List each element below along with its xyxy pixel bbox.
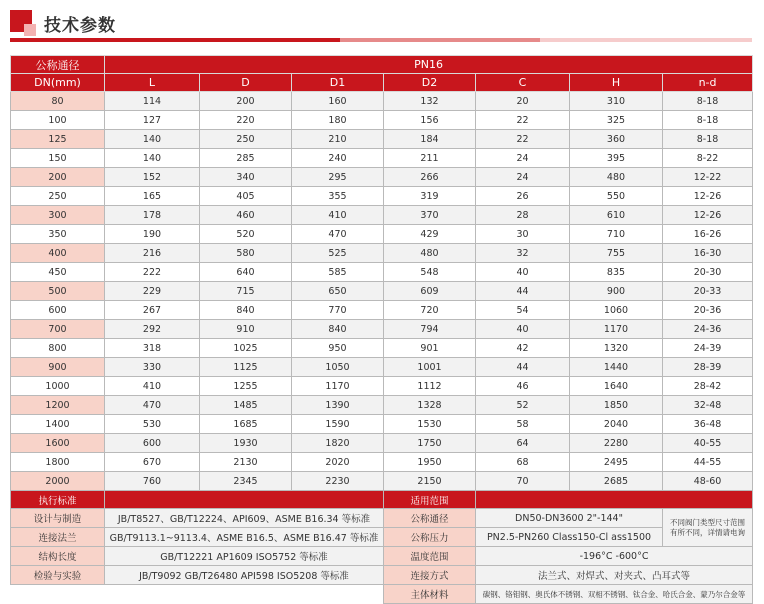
value-cell: 2020 bbox=[292, 453, 384, 472]
value-cell: 250 bbox=[200, 130, 292, 149]
value-cell: 12-26 bbox=[663, 187, 753, 206]
table-row bbox=[11, 130, 753, 149]
value-cell: 410 bbox=[292, 206, 384, 225]
value-cell: 360 bbox=[570, 130, 663, 149]
value-cell: 16-26 bbox=[663, 225, 753, 244]
spec-row bbox=[11, 528, 753, 547]
value-cell: 1750 bbox=[384, 434, 476, 453]
value-cell: 58 bbox=[476, 415, 570, 434]
scope-value: -196°C -600°C bbox=[476, 547, 753, 566]
value-cell: 285 bbox=[200, 149, 292, 168]
value-cell: 1685 bbox=[200, 415, 292, 434]
value-cell: 165 bbox=[105, 187, 200, 206]
page-title: 技术参数 bbox=[44, 16, 116, 36]
value-cell: 266 bbox=[384, 168, 476, 187]
value-cell: 8-18 bbox=[663, 111, 753, 130]
value-cell: 156 bbox=[384, 111, 476, 130]
spec-row bbox=[11, 566, 753, 585]
value-cell: 28 bbox=[476, 206, 570, 225]
value-cell: 325 bbox=[570, 111, 663, 130]
spec-value: JB/T9092 GB/T26480 API598 ISO5208 等标准 bbox=[105, 566, 384, 585]
value-cell: 310 bbox=[570, 92, 663, 111]
value-cell: 340 bbox=[200, 168, 292, 187]
value-cell: 267 bbox=[105, 301, 200, 320]
header-divider-mid bbox=[340, 38, 540, 42]
dn-cell: 800 bbox=[11, 339, 105, 358]
table-row bbox=[11, 168, 753, 187]
scope-label: 温度范围 bbox=[384, 547, 476, 566]
value-cell: 40 bbox=[476, 263, 570, 282]
scope-label: 公称通径 bbox=[384, 509, 476, 528]
value-cell: 1640 bbox=[570, 377, 663, 396]
value-cell: 715 bbox=[200, 282, 292, 301]
value-cell: 222 bbox=[105, 263, 200, 282]
value-cell: 2685 bbox=[570, 472, 663, 491]
table-row bbox=[11, 244, 753, 263]
table-row bbox=[11, 92, 753, 111]
table-subheader-row bbox=[11, 74, 753, 92]
table-row bbox=[11, 263, 753, 282]
value-cell: 910 bbox=[200, 320, 292, 339]
value-cell: 1255 bbox=[200, 377, 292, 396]
table-row bbox=[11, 358, 753, 377]
col-header: D bbox=[200, 74, 292, 92]
value-cell: 36-48 bbox=[663, 415, 753, 434]
table-row bbox=[11, 225, 753, 244]
value-cell: 900 bbox=[570, 282, 663, 301]
value-cell: 460 bbox=[200, 206, 292, 225]
col-header: H bbox=[570, 74, 663, 92]
dn-cell: 400 bbox=[11, 244, 105, 263]
dn-cell: 350 bbox=[11, 225, 105, 244]
value-cell: 32-48 bbox=[663, 396, 753, 415]
value-cell: 1001 bbox=[384, 358, 476, 377]
value-cell: 12-26 bbox=[663, 206, 753, 225]
table-row bbox=[11, 339, 753, 358]
value-cell: 525 bbox=[292, 244, 384, 263]
table-row bbox=[11, 434, 753, 453]
value-cell: 1125 bbox=[200, 358, 292, 377]
value-cell: 720 bbox=[384, 301, 476, 320]
dn-cell: 1600 bbox=[11, 434, 105, 453]
header-divider-light bbox=[540, 38, 752, 42]
value-cell: 2130 bbox=[200, 453, 292, 472]
value-cell: 2230 bbox=[292, 472, 384, 491]
spec-empty bbox=[11, 585, 384, 604]
table-row bbox=[11, 206, 753, 225]
value-cell: 710 bbox=[570, 225, 663, 244]
value-cell: 410 bbox=[105, 377, 200, 396]
value-cell: 20 bbox=[476, 92, 570, 111]
dn-cell: 450 bbox=[11, 263, 105, 282]
value-cell: 28-42 bbox=[663, 377, 753, 396]
spec-label: 检验与实验 bbox=[11, 566, 105, 585]
value-cell: 2040 bbox=[570, 415, 663, 434]
value-cell: 395 bbox=[570, 149, 663, 168]
value-cell: 40 bbox=[476, 320, 570, 339]
spec-table bbox=[10, 55, 753, 604]
value-cell: 330 bbox=[105, 358, 200, 377]
spec-row bbox=[11, 585, 753, 604]
value-cell: 794 bbox=[384, 320, 476, 339]
value-cell: 8-18 bbox=[663, 92, 753, 111]
value-cell: 640 bbox=[200, 263, 292, 282]
dn-cell: 100 bbox=[11, 111, 105, 130]
dn-cell: 600 bbox=[11, 301, 105, 320]
value-cell: 20-36 bbox=[663, 301, 753, 320]
value-cell: 180 bbox=[292, 111, 384, 130]
value-cell: 160 bbox=[292, 92, 384, 111]
value-cell: 650 bbox=[292, 282, 384, 301]
value-cell: 319 bbox=[384, 187, 476, 206]
spec-header-row bbox=[11, 491, 753, 509]
value-cell: 178 bbox=[105, 206, 200, 225]
value-cell: 216 bbox=[105, 244, 200, 263]
value-cell: 1850 bbox=[570, 396, 663, 415]
value-cell: 40-55 bbox=[663, 434, 753, 453]
value-cell: 64 bbox=[476, 434, 570, 453]
value-cell: 610 bbox=[570, 206, 663, 225]
table-row bbox=[11, 187, 753, 206]
value-cell: 585 bbox=[292, 263, 384, 282]
spec-label: 结构长度 bbox=[11, 547, 105, 566]
value-cell: 20-33 bbox=[663, 282, 753, 301]
value-cell: 26 bbox=[476, 187, 570, 206]
dn-cell: 1400 bbox=[11, 415, 105, 434]
value-cell: 530 bbox=[105, 415, 200, 434]
value-cell: 760 bbox=[105, 472, 200, 491]
value-cell: 200 bbox=[200, 92, 292, 111]
value-cell: 295 bbox=[292, 168, 384, 187]
value-cell: 152 bbox=[105, 168, 200, 187]
value-cell: 28-39 bbox=[663, 358, 753, 377]
value-cell: 1050 bbox=[292, 358, 384, 377]
value-cell: 355 bbox=[292, 187, 384, 206]
col-header: D2 bbox=[384, 74, 476, 92]
value-cell: 770 bbox=[292, 301, 384, 320]
value-cell: 1060 bbox=[570, 301, 663, 320]
value-cell: 950 bbox=[292, 339, 384, 358]
value-cell: 1530 bbox=[384, 415, 476, 434]
value-cell: 429 bbox=[384, 225, 476, 244]
scope-value: 碳钢、铬钼钢、奥氏体不锈钢、双相不锈钢、钛合金、哈氏合金、蒙乃尔合金等 bbox=[476, 585, 753, 604]
value-cell: 1440 bbox=[570, 358, 663, 377]
table-row bbox=[11, 453, 753, 472]
dn-cell: 500 bbox=[11, 282, 105, 301]
table-row bbox=[11, 282, 753, 301]
value-cell: 190 bbox=[105, 225, 200, 244]
value-cell: 609 bbox=[384, 282, 476, 301]
value-cell: 240 bbox=[292, 149, 384, 168]
scope-value: PN2.5-PN260 Class150-Cl ass1500 bbox=[476, 528, 663, 547]
value-cell: 42 bbox=[476, 339, 570, 358]
value-cell: 24 bbox=[476, 149, 570, 168]
table-row bbox=[11, 111, 753, 130]
value-cell: 901 bbox=[384, 339, 476, 358]
col-header: L bbox=[105, 74, 200, 92]
scope-label: 主体材料 bbox=[384, 585, 476, 604]
value-cell: 292 bbox=[105, 320, 200, 339]
scope-value: DN50-DN3600 2"-144" bbox=[476, 509, 663, 528]
value-cell: 1328 bbox=[384, 396, 476, 415]
value-cell: 1025 bbox=[200, 339, 292, 358]
col-header: n-d bbox=[663, 74, 753, 92]
value-cell: 8-22 bbox=[663, 149, 753, 168]
value-cell: 184 bbox=[384, 130, 476, 149]
value-cell: 755 bbox=[570, 244, 663, 263]
value-cell: 30 bbox=[476, 225, 570, 244]
value-cell: 46 bbox=[476, 377, 570, 396]
value-cell: 16-30 bbox=[663, 244, 753, 263]
value-cell: 2345 bbox=[200, 472, 292, 491]
scope-header: 适用范围 bbox=[384, 491, 476, 509]
value-cell: 600 bbox=[105, 434, 200, 453]
spec-value: JB/T8527、GB/T12224、API609、ASME B16.34 等标准 bbox=[105, 509, 384, 528]
dn-title: 公称通径 bbox=[11, 56, 105, 74]
col-header: C bbox=[476, 74, 570, 92]
header-divider bbox=[10, 38, 340, 42]
value-cell: 520 bbox=[200, 225, 292, 244]
value-cell: 210 bbox=[292, 130, 384, 149]
spec-value: GB/T9113.1~9113.4、ASME B16.5、ASME B16.47 等标准 bbox=[105, 528, 384, 547]
value-cell: 548 bbox=[384, 263, 476, 282]
value-cell: 140 bbox=[105, 130, 200, 149]
value-cell: 370 bbox=[384, 206, 476, 225]
value-cell: 140 bbox=[105, 149, 200, 168]
value-cell: 670 bbox=[105, 453, 200, 472]
col-header: D1 bbox=[292, 74, 384, 92]
dn-cell: 1800 bbox=[11, 453, 105, 472]
table-row bbox=[11, 149, 753, 168]
value-cell: 22 bbox=[476, 111, 570, 130]
value-cell: 70 bbox=[476, 472, 570, 491]
dn-unit: DN(mm) bbox=[11, 74, 105, 92]
section-marker-icon bbox=[10, 10, 32, 32]
value-cell: 1170 bbox=[292, 377, 384, 396]
value-cell: 835 bbox=[570, 263, 663, 282]
value-cell: 480 bbox=[570, 168, 663, 187]
dn-cell: 1200 bbox=[11, 396, 105, 415]
value-cell: 840 bbox=[200, 301, 292, 320]
value-cell: 1485 bbox=[200, 396, 292, 415]
dn-cell: 900 bbox=[11, 358, 105, 377]
value-cell: 1930 bbox=[200, 434, 292, 453]
value-cell: 2150 bbox=[384, 472, 476, 491]
value-cell: 2280 bbox=[570, 434, 663, 453]
value-cell: 114 bbox=[105, 92, 200, 111]
value-cell: 24-39 bbox=[663, 339, 753, 358]
value-cell: 20-30 bbox=[663, 263, 753, 282]
value-cell: 580 bbox=[200, 244, 292, 263]
spec-label: 连接法兰 bbox=[11, 528, 105, 547]
value-cell: 840 bbox=[292, 320, 384, 339]
value-cell: 211 bbox=[384, 149, 476, 168]
value-cell: 68 bbox=[476, 453, 570, 472]
value-cell: 44 bbox=[476, 282, 570, 301]
spec-value: GB/T12221 AP1609 ISO5752 等标准 bbox=[105, 547, 384, 566]
scope-header-fill bbox=[476, 491, 753, 509]
value-cell: 1950 bbox=[384, 453, 476, 472]
value-cell: 24 bbox=[476, 168, 570, 187]
scope-label: 公称压力 bbox=[384, 528, 476, 547]
spec-label: 设计与制造 bbox=[11, 509, 105, 528]
dn-cell: 80 bbox=[11, 92, 105, 111]
spec-row bbox=[11, 509, 753, 528]
value-cell: 8-18 bbox=[663, 130, 753, 149]
table-row bbox=[11, 320, 753, 339]
value-cell: 1112 bbox=[384, 377, 476, 396]
value-cell: 480 bbox=[384, 244, 476, 263]
value-cell: 44 bbox=[476, 358, 570, 377]
scope-note: 不同阀门类型尺寸范围 有所不同，详情请电询 bbox=[663, 509, 753, 547]
value-cell: 12-22 bbox=[663, 168, 753, 187]
dn-cell: 150 bbox=[11, 149, 105, 168]
value-cell: 48-60 bbox=[663, 472, 753, 491]
dn-cell: 125 bbox=[11, 130, 105, 149]
table-row bbox=[11, 472, 753, 491]
value-cell: 550 bbox=[570, 187, 663, 206]
value-cell: 2495 bbox=[570, 453, 663, 472]
dn-cell: 200 bbox=[11, 168, 105, 187]
value-cell: 32 bbox=[476, 244, 570, 263]
table-row bbox=[11, 377, 753, 396]
value-cell: 1170 bbox=[570, 320, 663, 339]
table-header-row bbox=[11, 56, 753, 74]
dn-cell: 1000 bbox=[11, 377, 105, 396]
value-cell: 229 bbox=[105, 282, 200, 301]
dn-cell: 250 bbox=[11, 187, 105, 206]
dn-cell: 700 bbox=[11, 320, 105, 339]
scope-label: 连接方式 bbox=[384, 566, 476, 585]
table-row bbox=[11, 301, 753, 320]
value-cell: 220 bbox=[200, 111, 292, 130]
standard-header-fill bbox=[105, 491, 384, 509]
value-cell: 470 bbox=[105, 396, 200, 415]
table-row bbox=[11, 415, 753, 434]
value-cell: 24-36 bbox=[663, 320, 753, 339]
value-cell: 132 bbox=[384, 92, 476, 111]
dn-cell: 300 bbox=[11, 206, 105, 225]
value-cell: 405 bbox=[200, 187, 292, 206]
value-cell: 54 bbox=[476, 301, 570, 320]
value-cell: 1820 bbox=[292, 434, 384, 453]
scope-value: 法兰式、对焊式、对夹式、凸耳式等 bbox=[476, 566, 753, 585]
value-cell: 22 bbox=[476, 130, 570, 149]
section-header bbox=[0, 0, 764, 44]
value-cell: 1590 bbox=[292, 415, 384, 434]
standard-header: 执行标准 bbox=[11, 491, 105, 509]
value-cell: 1390 bbox=[292, 396, 384, 415]
value-cell: 44-55 bbox=[663, 453, 753, 472]
value-cell: 127 bbox=[105, 111, 200, 130]
dn-cell: 2000 bbox=[11, 472, 105, 491]
value-cell: 318 bbox=[105, 339, 200, 358]
value-cell: 52 bbox=[476, 396, 570, 415]
table-row bbox=[11, 396, 753, 415]
pressure-title: PN16 bbox=[105, 56, 753, 74]
value-cell: 1320 bbox=[570, 339, 663, 358]
value-cell: 470 bbox=[292, 225, 384, 244]
